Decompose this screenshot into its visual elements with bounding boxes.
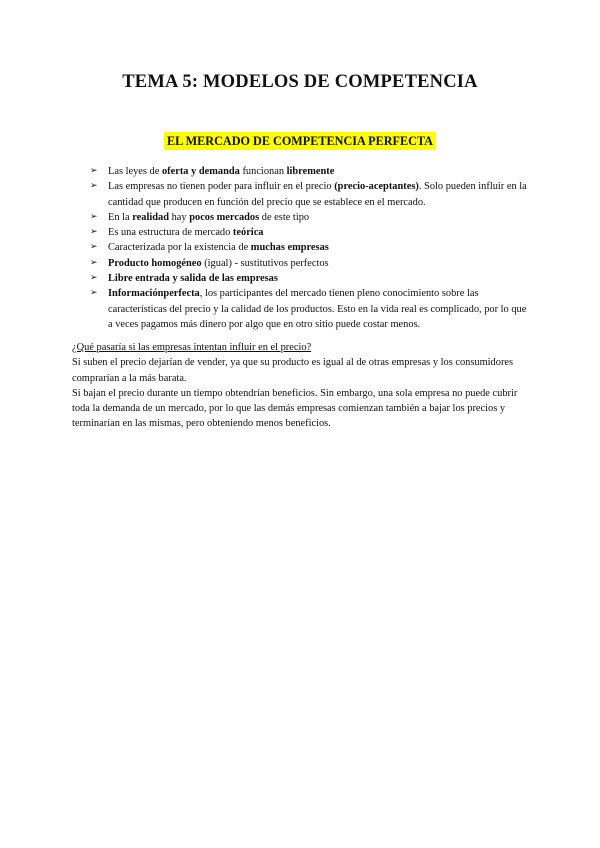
arrowhead-bullet-icon: ➢ <box>90 257 98 268</box>
bullet-item: ➢ Las leyes de oferta y demanda funcionan libremente <box>90 164 530 179</box>
arrowhead-bullet-icon: ➢ <box>90 181 98 192</box>
bullet-item: ➢ Las empresas no tienen poder para influir en el precio (precio-aceptantes). Solo pueden influir en la cantidad que producen en función del precio que se establece en el mercado. <box>90 181 527 208</box>
arrowhead-bullet-icon: ➢ <box>90 273 98 284</box>
arrowhead-bullet-icon: ➢ <box>90 227 98 238</box>
bullet-item: ➢ Es una estructura de mercado teórica <box>90 225 530 240</box>
arrowhead-bullet-icon: ➢ <box>90 166 98 176</box>
section-heading-wrap <box>0 132 600 150</box>
bullet-list <box>90 164 530 332</box>
arrowhead-bullet-icon: ➢ <box>90 211 98 222</box>
bullet-item: ➢ Producto homogéneo (igual) - sustitutivos perfectos <box>90 256 530 271</box>
paragraph: Si bajan el precio durante un tiempo obtendrían beneficios. Sin embargo, una sola empresa no puede cubrir toda la demanda de un mercado, por lo que las demás empresas comienzan también a bajar los precios y terminarían en las mismas, pero obteniendo menos beneficios. <box>72 387 518 430</box>
body-text <box>72 340 534 432</box>
bullet-item: ➢ En la realidad hay pocos mercados de este tipo <box>90 210 530 225</box>
question-heading: ¿Qué pasaría si las empresas intentan influir en el precio? <box>72 342 312 353</box>
bullet-item: ➢ Caracterizada por la existencia de muchas empresas <box>90 240 530 255</box>
arrowhead-bullet-icon: ➢ <box>90 288 98 299</box>
paragraph: Si suben el precio dejarían de vender, ya que su producto es igual al de otras empresas y los consumidores comprarían a la más barata. <box>72 357 514 384</box>
section-heading: EL MERCADO DE COMPETENCIA PERFECTA <box>164 132 436 150</box>
bullet-item: ➢ Informaciónperfecta, los participantes del mercado tienen pleno conocimiento sobre las características del precio y la calidad de los productos. Esto en la vida real es complicado, por lo que a veces pagamos más dinero por algo que en otro sitio puede costar menos. <box>90 288 527 330</box>
arrowhead-bullet-icon: ➢ <box>90 242 98 253</box>
bullet-item: ➢ Libre entrada y salida de las empresas <box>90 271 530 286</box>
page-title: TEMA 5: MODELOS DE COMPETENCIA <box>122 72 478 92</box>
